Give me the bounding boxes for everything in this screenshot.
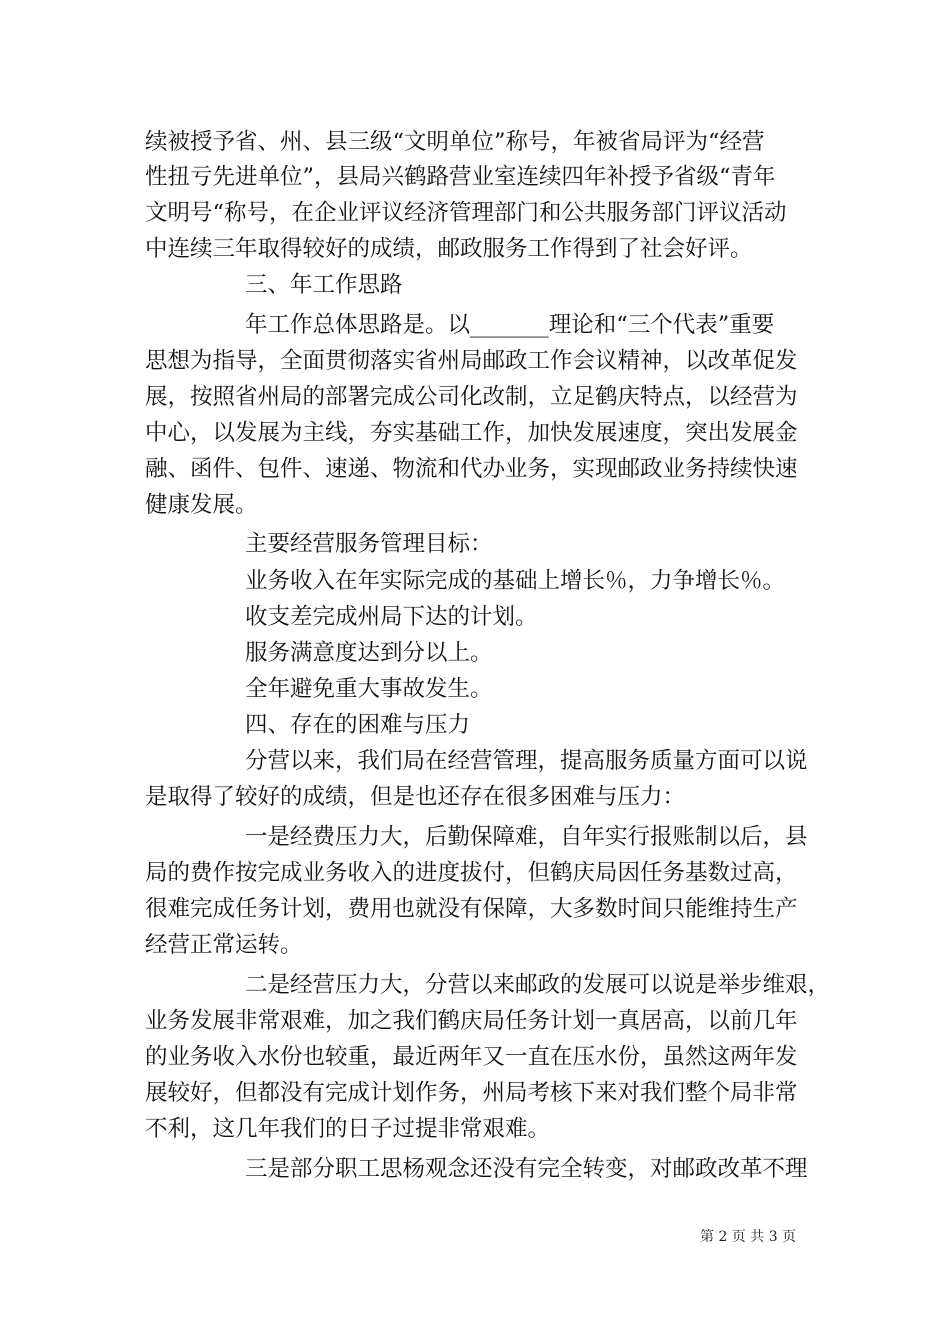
text-line: 很难完成任务计划，费用也就没有保障，大多数时间只能维持生产: [145, 896, 798, 922]
section-heading: 三、年工作思路: [245, 272, 403, 298]
text-line: 展，按照省州局的部署完成公司化改制，立足鹤庆特点，以经营为: [145, 384, 798, 410]
text-line: 是取得了较好的成绩，但是也还存在很多困难与压力：: [145, 784, 686, 810]
text-line: 思想为指导，全面贯彻落实省州局邮政工作会议精神，以改革促发: [145, 348, 798, 374]
text-line: 年工作总体思路是。以_______理论和“三个代表”重要: [245, 312, 775, 338]
text-line: 收支差完成州局下达的计划。: [245, 604, 538, 630]
text-line: 局的费作按完成业务收入的进度拔付，但鹤庆局因任务基数过高，: [145, 860, 798, 886]
text-line: 中心，以发展为主线，夯实基础工作，加快发展速度，突出发展金: [145, 420, 798, 446]
text-line: 文明号“称号，在企业评议经济管理部门和公共服务部门评议活动: [145, 200, 787, 226]
text-line: 主要经营服务管理目标：: [245, 531, 493, 557]
text-line: 续被授予省、州、县三级“文明单位”称号，年被省局评为“经营: [145, 129, 765, 155]
text-line: 经营正常运转。: [145, 932, 303, 958]
text-line: 全年避免重大事故发生。: [245, 676, 493, 702]
text-line: 不利，这几年我们的日子过提非常艰难。: [145, 1116, 551, 1142]
text-line: 三是部分职工思杨观念还没有完全转变，对邮政改革不理: [245, 1156, 808, 1182]
text-line: 一是经费压力大，后勤保障难，自年实行报账制以后，县: [245, 824, 808, 850]
text-line: 中连续三年取得较好的成绩，邮政服务工作得到了社会好评。: [145, 236, 753, 262]
text-line: 业务收入在年实际完成的基础上增长％，力争增长％。: [245, 568, 786, 594]
text-line: 服务满意度达到分以上。: [245, 640, 493, 666]
text-line: 分营以来，我们局在经营管理，提高服务质量方面可以说: [245, 748, 808, 774]
text-line: 展较好，但都没有完成计划作务，州局考核下来对我们整个局非常: [145, 1080, 798, 1106]
text-line: 健康发展。: [145, 492, 258, 518]
text-line: 融、函件、包件、速递、物流和代办业务，实现邮政业务持续快速: [145, 456, 798, 482]
text-line: 业务发展非常艰难，加之我们鹤庆局任务计划一真居高，以前几年: [145, 1008, 798, 1034]
text-line: 二是经营压力大，分营以来邮政的发展可以说是举步维艰，: [245, 972, 831, 998]
page-number: 第 2 页 共 3 页: [700, 1229, 797, 1245]
section-heading: 四、存在的困难与压力: [245, 712, 471, 738]
text-line: 性扭亏先进单位”，县局兴鹤路营业室连续四年补授予省级“青年: [145, 164, 776, 190]
text-line: 的业务收入水份也较重，最近两年又一直在压水份，虽然这两年发: [145, 1044, 798, 1070]
